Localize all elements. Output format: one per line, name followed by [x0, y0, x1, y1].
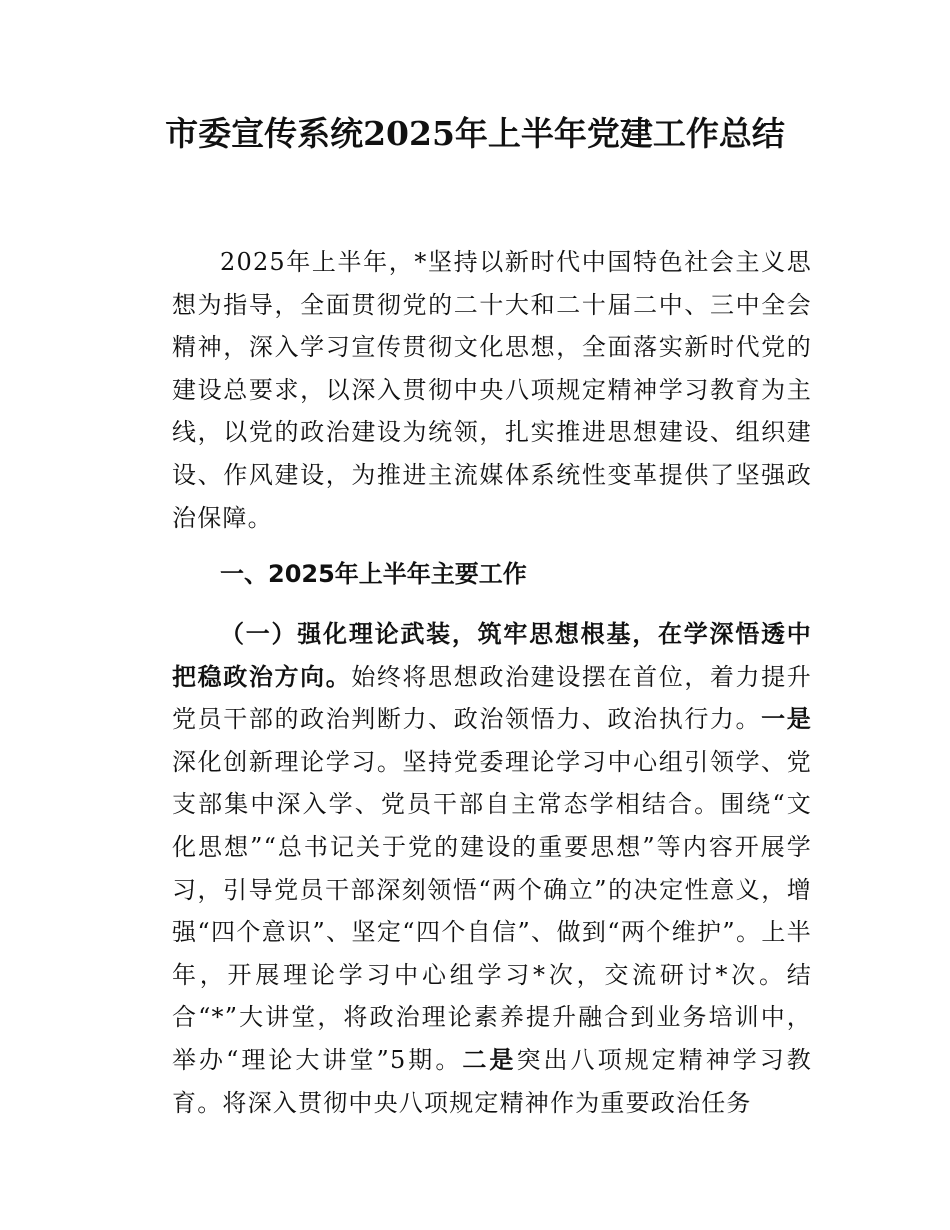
intro-paragraph: 2025年上半年，*坚持以新时代中国特色社会主义思想为指导，全面贯彻党的二十大和二十届二中、三中全会精神，深入学习宣传贯彻文化思想，全面落实新时代党的建设总要求，以深入贯彻中央八项规定精神学习教育为主线，以党的政治建设为统领，扎实推进思想建设、组织建设、作风建设，为推进主流媒体系统性变革提供了坚强政治保障。	[172, 248, 812, 532]
point-marker-2: 二是	[462, 1044, 517, 1074]
section-heading: 一、2025年上半年主要工作	[220, 560, 527, 588]
point-marker-1: 一是	[761, 704, 812, 734]
subsection-text-3: 突出八项规定精神学习教育。将深入贯彻中央八项规定精神作为重要政治任务	[172, 1045, 813, 1117]
subsection-paragraph	[172, 613, 812, 1124]
subsection-lead: （一）强化理论武装，筑牢思想根基，在学深悟透中把稳政治方向。	[172, 619, 812, 691]
subsection-text-1: 始终将思想政治建设摆在首位，着力提升党员干部的政治判断力、政治领悟力、政治执行力。	[172, 662, 812, 734]
document-title: 市委宣传系统2025年上半年党建工作总结	[165, 114, 785, 153]
subsection-text-2: 深化创新理论学习。坚持党委理论学习中心组引领学、党支部集中深入学、党员干部自主常态学相结合。围绕“文化思想”“总书记关于党的建设的重要思想”等内容开展学习，引导党员干部深刻领悟“两个确立”的决定性意义，增强“四个意识”、坚定“四个自信”、做到“两个维护”。上半年，开展理论学习中心组学习*次，交流研讨*次。结合“*”大讲堂，将政治理论素养提升融合到业务培训中，举办“理论大讲堂”5期。	[172, 747, 812, 1074]
